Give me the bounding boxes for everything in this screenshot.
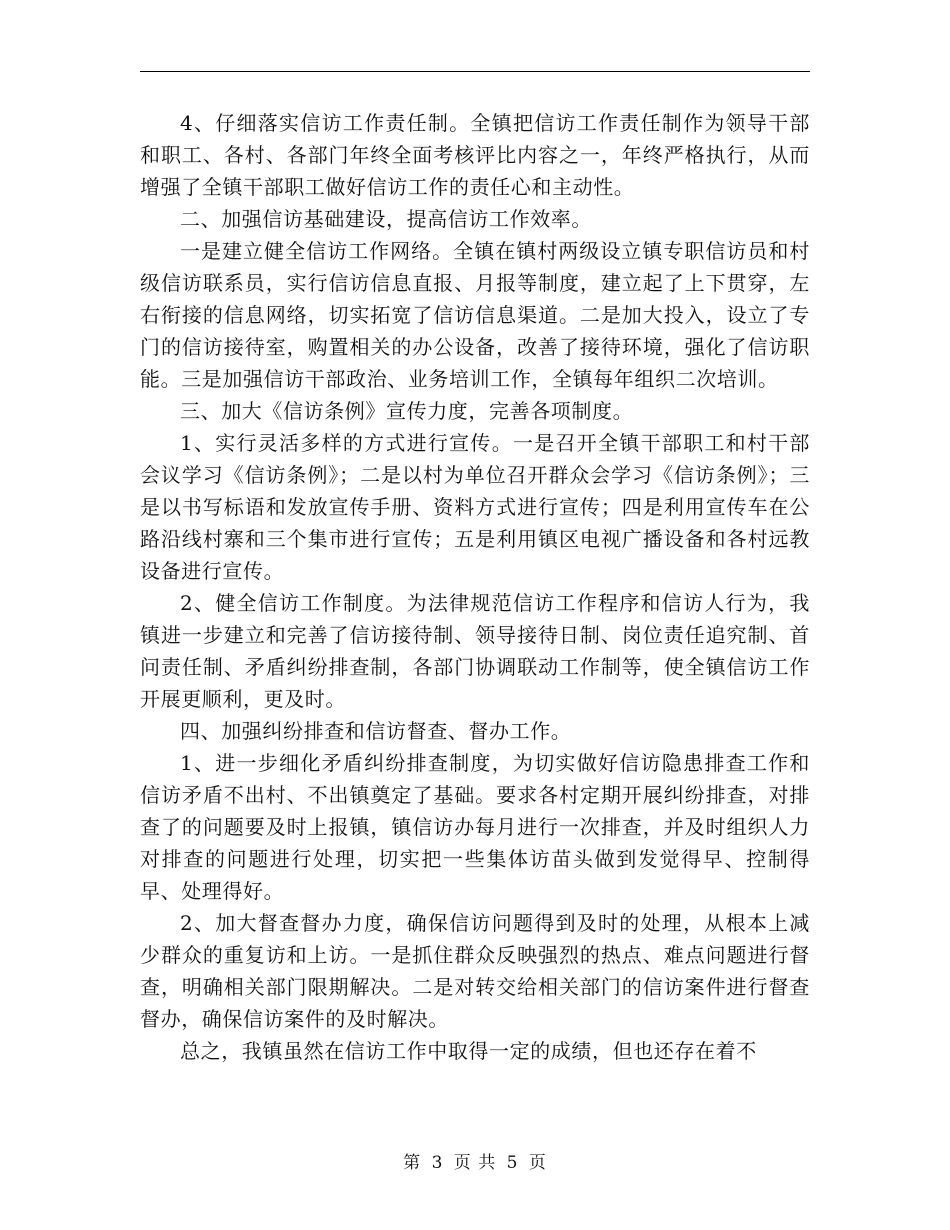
paragraph-summary: 总之，我镇虽然在信访工作中取得一定的成绩，但也还存在着不 <box>180 1039 757 1063</box>
current-page-number: 3 <box>431 1153 444 1173</box>
section-heading-regulations: 三、加大《信访条例》宣传力度，完善各项制度。 <box>180 399 634 423</box>
paragraph-responsibility-system: 4、仔细落实信访工作责任制。全镇把信访工作责任制作为领导干部和职工、各村、各部门年终全面考核评比内容之一，年终严格执行，从而增强了全镇干部职工做好信访工作的责任心和主动性。 <box>140 111 810 199</box>
page-footer <box>0 1151 950 1175</box>
total-page-count: 5 <box>506 1153 519 1173</box>
footer-prefix: 第 <box>403 1153 422 1173</box>
paragraph-publicity: 1、实行灵活多样的方式进行宣传。一是召开全镇干部职工和村干部会议学习《信访条例》；二是以村为单位召开群众会学习《信访条例》；三是以书写标语和发放宣传手册、资料方式进行宣传；四是利用宣传车在公路沿线村寨和三个集市进行宣传；五是利用镇区电视广播设备和各村远教设备进行宣传。 <box>140 431 810 583</box>
paragraph-work-system: 2、健全信访工作制度。为法律规范信访工作程序和信访人行为，我镇进一步建立和完善了信访接待制、领导接待日制、岗位责任追究制、首问责任制、矛盾纠纷排查制，各部门协调联动工作制等，使全镇信访工作开展更顺利，更及时。 <box>140 591 810 711</box>
section-heading-infrastructure: 二、加强信访基础建设，提高信访工作效率。 <box>180 207 592 231</box>
footer-middle: 页 共 <box>453 1153 497 1173</box>
body-text <box>140 107 810 1067</box>
header-rule <box>140 71 810 72</box>
paragraph-dispute-screening: 1、进一步细化矛盾纠纷排查制度，为切实做好信访隐患排查工作和信访矛盾不出村、不出镇奠定了基础。要求各村定期开展纠纷排查，对排查了的问题要及时上报镇，镇信访办每月进行一次排查，并及时组织人力对排查的问题进行处理，切实把一些集体访苗头做到发觉得早、控制得早、处理得好。 <box>140 751 810 903</box>
paragraph-network: 一是建立健全信访工作网络。全镇在镇村两级设立镇专职信访员和村级信访联系员，实行信访信息直报、月报等制度，建立起了上下贯穿，左右衔接的信息网络，切实拓宽了信访信息渠道。二是加大投入，设立了专门的信访接待室，购置相关的办公设备，改善了接待环境，强化了信访职能。三是加强信访干部政治、业务培训工作，全镇每年组织二次培训。 <box>140 239 810 391</box>
paragraph-supervision: 2、加大督查督办力度，确保信访问题得到及时的处理，从根本上减少群众的重复访和上访。一是抓住群众反映强烈的热点、难点问题进行督查，明确相关部门限期解决。二是对转交给相关部门的信访案件进行督查督办，确保信访案件的及时解决。 <box>140 911 810 1031</box>
footer-suffix: 页 <box>528 1153 547 1173</box>
section-heading-inspection: 四、加强纠纷排查和信访督查、督办工作。 <box>180 719 572 743</box>
